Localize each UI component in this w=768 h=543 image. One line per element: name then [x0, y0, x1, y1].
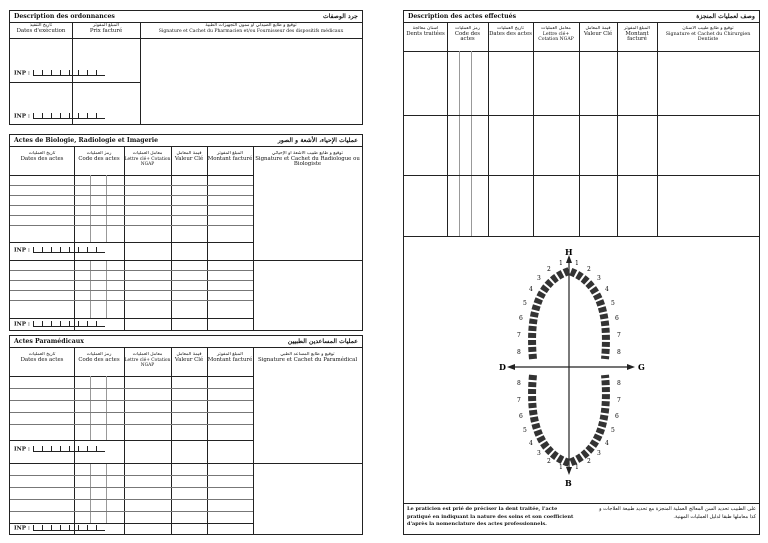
- actes-title-ar: وصف لعمليات المنجزة: [696, 13, 755, 20]
- right-page: [403, 10, 760, 535]
- biologie-header: [10, 135, 362, 147]
- svg-text:6: 6: [615, 315, 619, 322]
- svg-text:8: 8: [517, 349, 521, 356]
- bio-col-lettre: معامل العمليات Lettre clé+ Cotation NGAP: [124, 151, 171, 168]
- para-col-code: رمز العمليات Code des actes: [78, 352, 120, 363]
- actes-effectues-section: [403, 10, 760, 535]
- axis-label-d: D: [499, 362, 506, 372]
- bio-inp-2[interactable]: INP :: [14, 321, 105, 328]
- svg-text:6: 6: [519, 413, 523, 420]
- svg-text:3: 3: [597, 450, 601, 457]
- svg-text:8: 8: [617, 349, 621, 356]
- ordonnances-title-ar: جرد الوصفات: [322, 13, 358, 20]
- ordonnances-title: Description des ordonnances: [14, 13, 115, 20]
- biologie-section: [9, 134, 363, 331]
- svg-text:8: 8: [617, 380, 621, 387]
- note-fr: Le praticien est prié de préciser la dent traitée, l'acte pratiqué en indiquant la nature des soins et son coefficient d'après la nomenclature des actes professionnels.: [407, 506, 574, 527]
- dent-col-valeur: قيمة المعامل Valeur Clé: [583, 26, 613, 37]
- paramedicaux-title: Actes Paramédicaux: [14, 338, 84, 345]
- svg-text:5: 5: [611, 300, 615, 307]
- para-col-valeur: قيمة المعامل Valeur Clé: [174, 352, 204, 363]
- svg-text:5: 5: [523, 300, 527, 307]
- bio-col-valeur: قيمة المعامل Valeur Clé: [174, 151, 204, 162]
- para-inp-2[interactable]: INP :: [14, 525, 105, 532]
- axis-label-h: H: [565, 247, 573, 257]
- axis-label-g: G: [638, 362, 645, 372]
- svg-text:7: 7: [617, 332, 621, 339]
- para-col-lettre: معامل العمليات Lettre clé+ Cotation NGAP: [124, 352, 171, 369]
- actes-header: [404, 11, 759, 23]
- svg-text:2: 2: [547, 458, 551, 465]
- svg-text:3: 3: [537, 450, 541, 457]
- para-col-montant: المبلغ المفوتر Montant facturé: [207, 352, 253, 363]
- dent-col-lettre: معامل العمليات Lettre clé+ Cotation NGAP: [538, 26, 574, 43]
- note-ar: على الطبيب تحديد السن المعالج العملية المنجزة مع تحديد طبيعة العلاجات و كذا معاملها طبقا لدليل العمليات المهنية.: [599, 506, 756, 520]
- svg-text:2: 2: [547, 266, 551, 273]
- ord-col-signature: توقيع و طابع الصيدلي أو ممون التجهيزات الطبية Signature et Cachet du Pharmacien et/ou Fournisseur des dispositifs médicaux: [158, 23, 344, 34]
- dent-col-code: رمز العمليات Code des actes: [454, 26, 481, 43]
- svg-text:2: 2: [587, 458, 591, 465]
- dent-col-dates: تاريخ العمليات Dates des actes: [489, 26, 532, 37]
- bio-inp-1[interactable]: INP :: [14, 247, 105, 254]
- svg-text:7: 7: [517, 397, 521, 404]
- svg-text:5: 5: [611, 427, 615, 434]
- svg-text:4: 4: [529, 440, 533, 447]
- ordonnances-section: [9, 10, 363, 125]
- bio-col-dates: تاريخ العمليات Dates des actes: [20, 151, 64, 162]
- dental-chart: [499, 247, 659, 487]
- para-col-dates: تاريخ العمليات Dates des actes: [20, 352, 64, 363]
- axis-label-b: B: [565, 478, 572, 487]
- ord-inp-2[interactable]: INP :: [14, 113, 105, 120]
- svg-text:3: 3: [537, 275, 541, 282]
- paramedicaux-section: [9, 335, 363, 535]
- para-col-signature: توقيع و طابع المساعد الطبي Signature et Cachet du Paramédical: [257, 352, 358, 363]
- ord-inp-1[interactable]: INP :: [14, 70, 105, 77]
- ordonnances-header: [10, 11, 362, 23]
- svg-text:7: 7: [617, 397, 621, 404]
- bio-col-montant: المبلغ المفوتر Montant facturé: [207, 151, 253, 162]
- dent-col-dents: أسنان معالجة Dents traitées: [406, 26, 445, 37]
- actes-title: Description des actes effectués: [408, 13, 517, 20]
- biologie-title-ar: عمليات الإحياء، الأشعة و الصور: [277, 137, 358, 144]
- left-page: [9, 10, 363, 535]
- svg-text:1: 1: [559, 260, 563, 267]
- svg-text:8: 8: [517, 380, 521, 387]
- svg-text:5: 5: [523, 427, 527, 434]
- paramedicaux-title-ar: عمليات المساعدين الطبيين: [287, 338, 358, 345]
- svg-text:7: 7: [517, 332, 521, 339]
- para-inp-1[interactable]: INP :: [14, 446, 105, 453]
- svg-text:6: 6: [519, 315, 523, 322]
- svg-text:4: 4: [529, 286, 533, 293]
- svg-text:3: 3: [597, 275, 601, 282]
- svg-text:1: 1: [575, 260, 579, 267]
- ord-col-dates: تاريخ التنفيذ Dates d'exécution: [16, 23, 66, 34]
- svg-text:1: 1: [559, 464, 563, 471]
- dent-col-signature: توقيع و طابع طبيب الأسنان Signature et Cachet du Chirurgien Dentiste: [665, 26, 751, 43]
- paramedicaux-header: [10, 336, 362, 348]
- svg-text:2: 2: [587, 266, 591, 273]
- svg-text:1: 1: [575, 464, 579, 471]
- ord-col-prix: المبلغ المفوتر Prix facturé: [89, 23, 123, 34]
- svg-text:6: 6: [615, 413, 619, 420]
- biologie-title: Actes de Biologie, Radiologie et Imagerie: [14, 137, 159, 144]
- bio-col-signature: توقيع و طابع طبيب الأشعة أو الإحيائي Signature et Cachet du Radiologue ou Biologiste: [255, 151, 360, 168]
- dent-col-montant: المبلغ المفوتر Montant facturé: [624, 26, 650, 43]
- svg-text:4: 4: [605, 286, 609, 293]
- bio-col-code: رمز العمليات Code des actes: [78, 151, 120, 162]
- svg-text:4: 4: [605, 440, 609, 447]
